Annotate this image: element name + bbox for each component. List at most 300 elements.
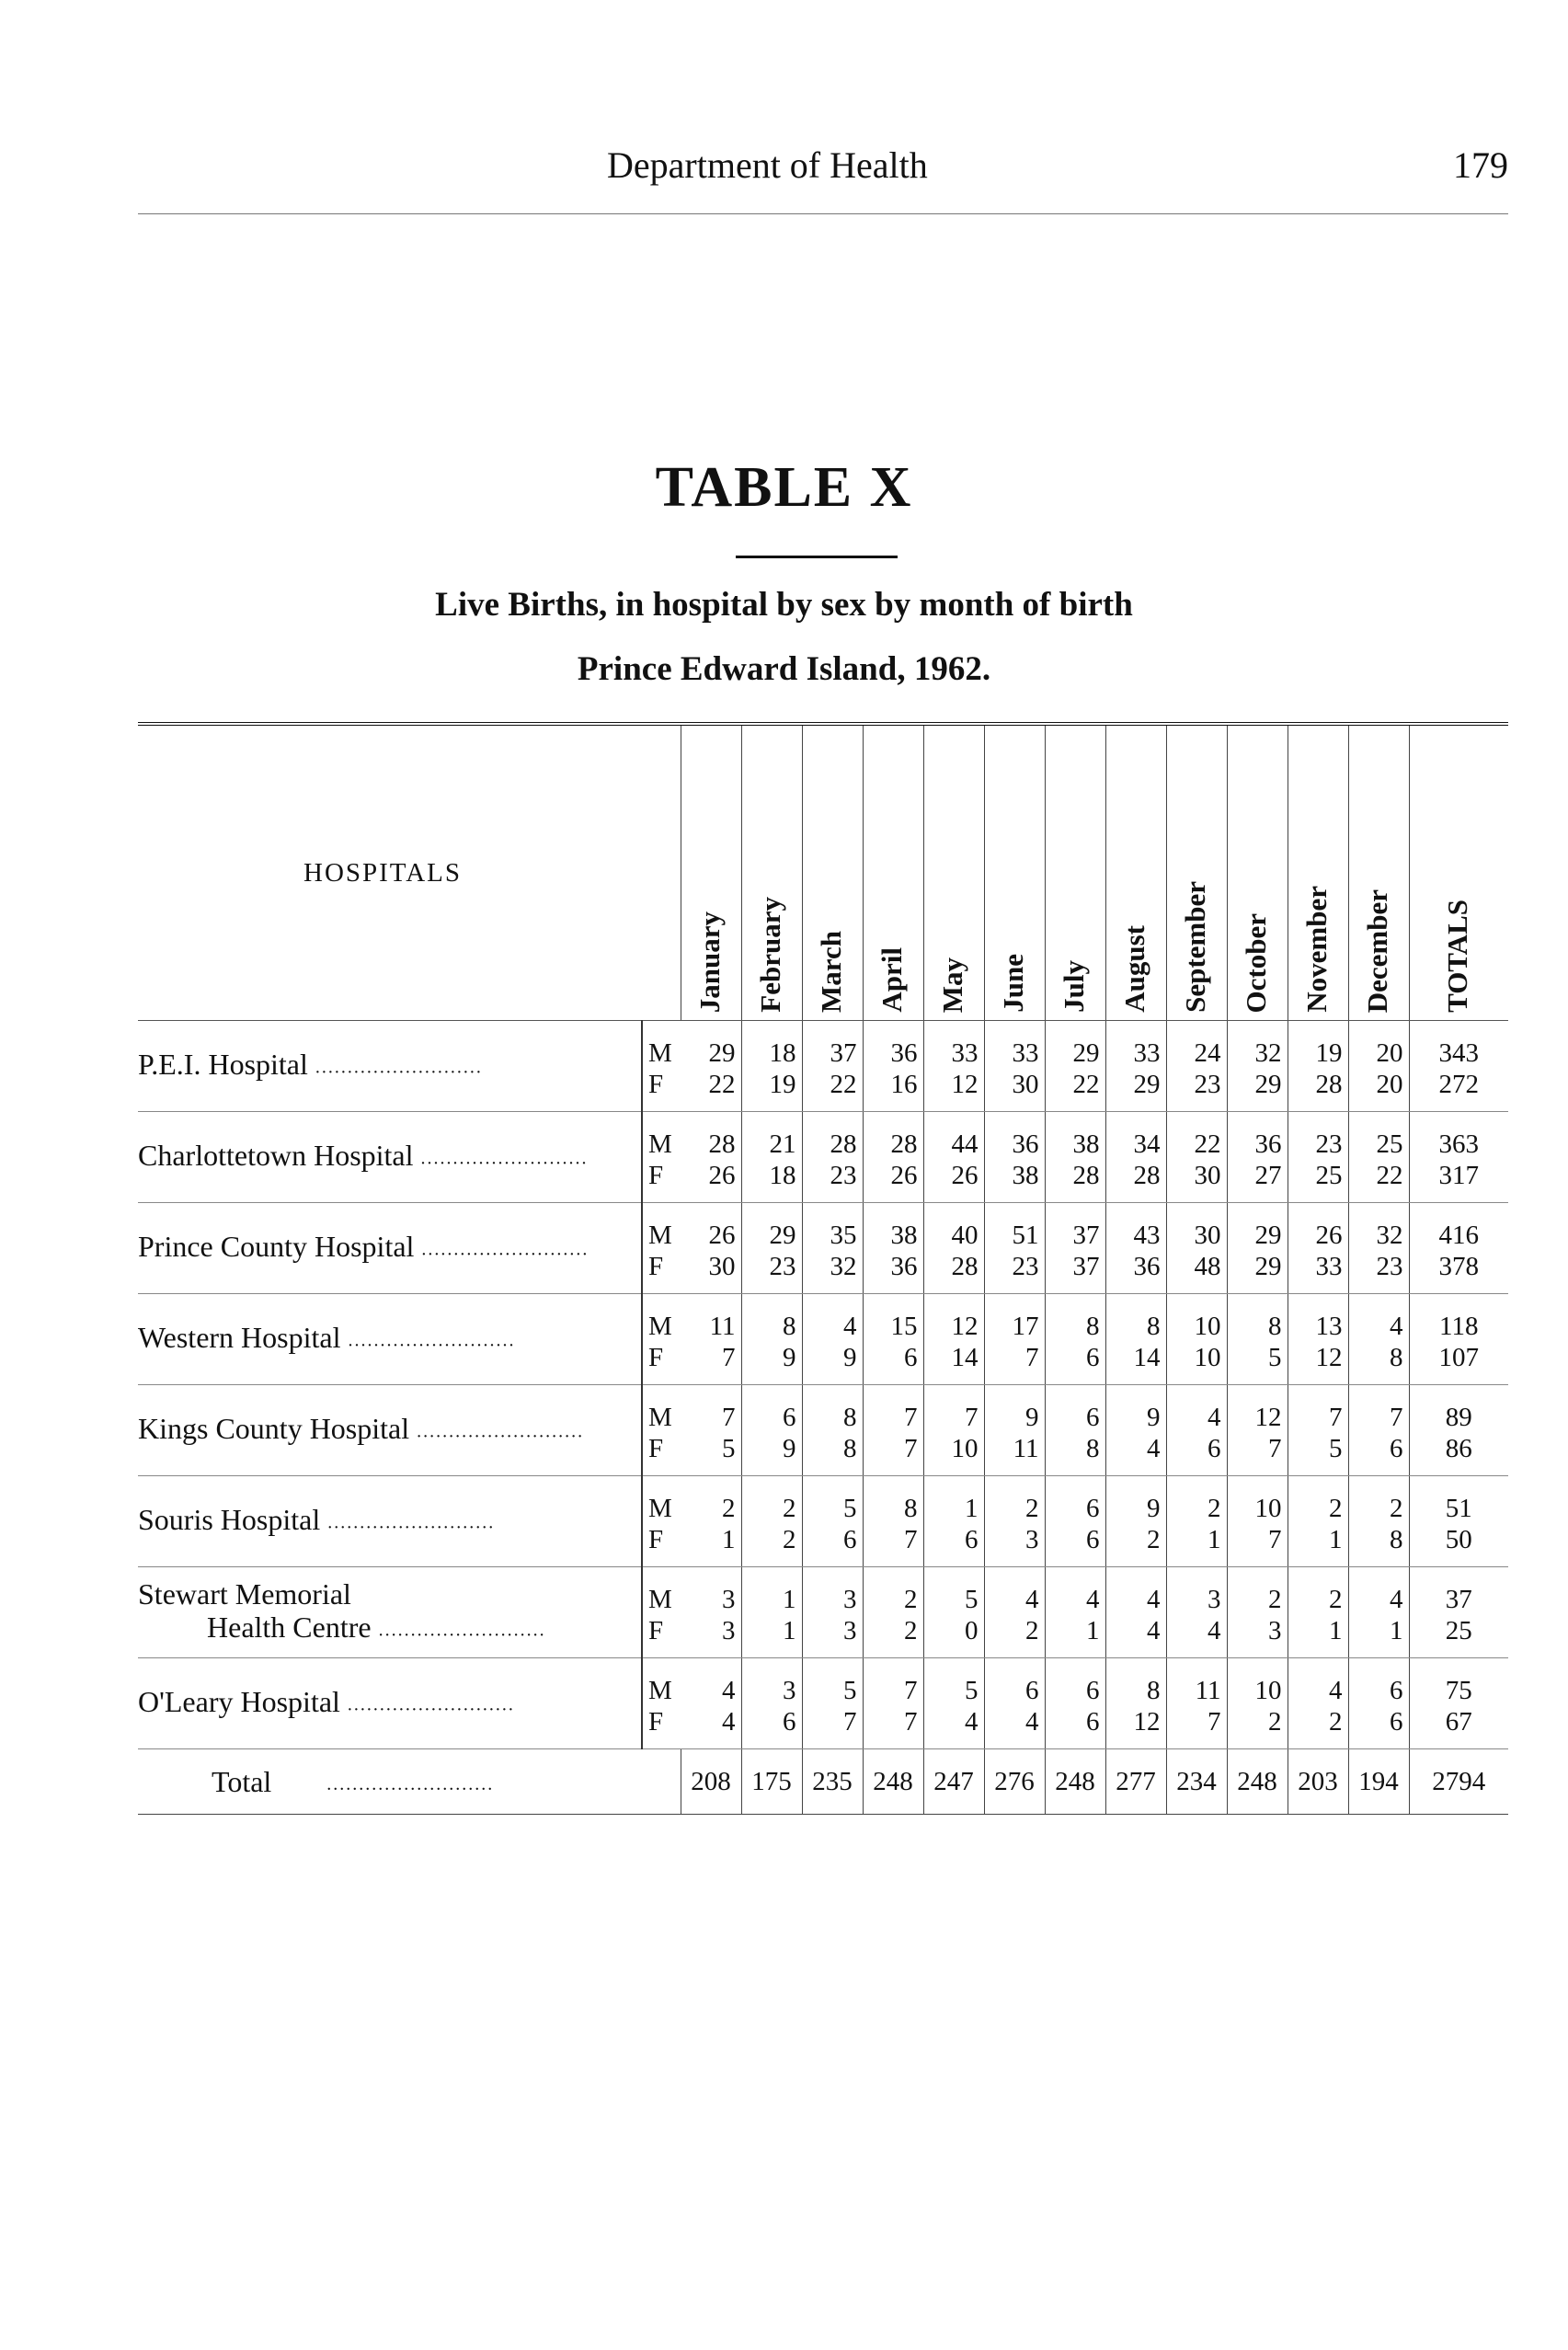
month-value-cell: 28 bbox=[681, 1112, 741, 1161]
month-value-cell: 6 bbox=[923, 1524, 984, 1567]
month-value-cell: 8 bbox=[741, 1294, 802, 1343]
month-value-cell: 7 bbox=[863, 1706, 923, 1749]
month-value-cell: 4 bbox=[1348, 1567, 1409, 1616]
header-rule bbox=[138, 213, 1508, 214]
month-value-cell: 6 bbox=[1045, 1476, 1105, 1525]
month-value-cell: 11 bbox=[681, 1294, 741, 1343]
month-value-cell: 36 bbox=[863, 1251, 923, 1294]
month-value-cell: 2 bbox=[741, 1476, 802, 1525]
sex-label-male: M bbox=[642, 1385, 681, 1434]
month-total-cell: 203 bbox=[1288, 1749, 1348, 1815]
dot-leader: .......................... bbox=[421, 1239, 589, 1260]
month-total-cell: 208 bbox=[681, 1749, 741, 1815]
month-value-cell: 4 bbox=[802, 1294, 863, 1343]
month-value-cell: 23 bbox=[1348, 1251, 1409, 1294]
month-value-cell: 10 bbox=[1227, 1658, 1288, 1707]
month-value-cell: 9 bbox=[741, 1433, 802, 1476]
month-value-cell: 23 bbox=[984, 1251, 1045, 1294]
month-value-cell: 2 bbox=[984, 1476, 1045, 1525]
month-total-cell: 175 bbox=[741, 1749, 802, 1815]
month-value-cell: 8 bbox=[863, 1476, 923, 1525]
total-label: Total bbox=[212, 1764, 272, 1798]
month-value-cell: 6 bbox=[1348, 1433, 1409, 1476]
row-total-cell: 118 bbox=[1439, 1312, 1479, 1341]
month-value-cell: 9 bbox=[741, 1342, 802, 1385]
month-value-cell: 38 bbox=[1045, 1112, 1105, 1161]
month-value-cell: 8 bbox=[1348, 1524, 1409, 1567]
month-header-august bbox=[1105, 724, 1166, 1021]
dot-leader: .......................... bbox=[347, 1694, 515, 1715]
month-value-cell: 32 bbox=[1227, 1021, 1288, 1070]
hospital-name bbox=[138, 1476, 642, 1567]
month-value-cell: 6 bbox=[1045, 1342, 1105, 1385]
row-total-cell: 86 bbox=[1409, 1433, 1508, 1476]
month-value-cell: 28 bbox=[1288, 1069, 1348, 1112]
month-value-cell: 48 bbox=[1166, 1251, 1227, 1294]
month-value-cell: 6 bbox=[1166, 1433, 1227, 1476]
month-value-cell: 8 bbox=[1045, 1433, 1105, 1476]
table-row bbox=[138, 1385, 1508, 1434]
running-head bbox=[138, 138, 1508, 202]
month-value-cell: 1 bbox=[1288, 1615, 1348, 1658]
month-value-cell: 23 bbox=[741, 1251, 802, 1294]
month-value-cell: 21 bbox=[741, 1112, 802, 1161]
month-value-cell: 26 bbox=[863, 1160, 923, 1203]
month-value-cell: 2 bbox=[1288, 1706, 1348, 1749]
sex-label-male: M bbox=[642, 1021, 681, 1070]
month-value-cell: 18 bbox=[741, 1160, 802, 1203]
sex-label-male: M bbox=[642, 1476, 681, 1525]
month-value-cell: 14 bbox=[1105, 1342, 1166, 1385]
month-value-cell: 26 bbox=[923, 1160, 984, 1203]
month-value-cell: 22 bbox=[681, 1069, 741, 1112]
month-value-cell: 4 bbox=[984, 1567, 1045, 1616]
month-value-cell: 2 bbox=[1227, 1567, 1288, 1616]
month-value-cell: 36 bbox=[984, 1112, 1045, 1161]
month-value-cell: 19 bbox=[1288, 1021, 1348, 1070]
row-total-cell: 416 bbox=[1438, 1221, 1479, 1250]
month-value-cell: 22 bbox=[1045, 1069, 1105, 1112]
month-value-cell: 5 bbox=[802, 1476, 863, 1525]
month-value-cell: 10 bbox=[1227, 1476, 1288, 1525]
month-value-cell: 9 bbox=[802, 1342, 863, 1385]
hospitals-column-header: HOSPITALS bbox=[138, 724, 642, 1021]
totals-column-header bbox=[1409, 724, 1508, 1021]
month-value-cell: 12 bbox=[1105, 1706, 1166, 1749]
row-total-cell: 343 bbox=[1438, 1038, 1479, 1068]
month-value-cell: 1 bbox=[1166, 1524, 1227, 1567]
row-total-cell: 317 bbox=[1409, 1160, 1508, 1203]
month-value-cell: 7 bbox=[1227, 1524, 1288, 1567]
month-value-cell: 38 bbox=[863, 1203, 923, 1252]
month-value-cell: 28 bbox=[863, 1112, 923, 1161]
month-value-cell: 4 bbox=[1166, 1615, 1227, 1658]
dot-leader: .......................... bbox=[417, 1421, 585, 1442]
month-value-cell: 4 bbox=[681, 1658, 741, 1707]
month-value-cell: 29 bbox=[741, 1203, 802, 1252]
month-value-cell: 0 bbox=[923, 1615, 984, 1658]
live-births-table bbox=[138, 722, 1508, 1815]
row-total-cell: 75 bbox=[1445, 1676, 1472, 1705]
month-total-cell: 234 bbox=[1166, 1749, 1227, 1815]
month-value-cell: 1 bbox=[1348, 1615, 1409, 1658]
month-value-cell: 2 bbox=[1166, 1476, 1227, 1525]
month-value-cell: 9 bbox=[1105, 1476, 1166, 1525]
sex-label-male: M bbox=[642, 1112, 681, 1161]
month-value-cell: 1 bbox=[681, 1524, 741, 1567]
month-value-cell: 7 bbox=[863, 1658, 923, 1707]
month-total-cell: 247 bbox=[923, 1749, 984, 1815]
month-value-cell: 9 bbox=[1105, 1385, 1166, 1434]
row-total-cell: 107 bbox=[1409, 1342, 1508, 1385]
month-value-cell: 5 bbox=[1288, 1433, 1348, 1476]
hospital-name-line: P.E.I. Hospital bbox=[138, 1048, 308, 1082]
month-value-cell: 33 bbox=[923, 1021, 984, 1070]
month-value-cell: 2 bbox=[863, 1615, 923, 1658]
month-value-cell: 6 bbox=[863, 1342, 923, 1385]
hospital-name bbox=[138, 1112, 642, 1203]
month-header-september bbox=[1166, 724, 1227, 1021]
row-total-cell: 378 bbox=[1409, 1251, 1508, 1294]
sex-label-male: M bbox=[642, 1294, 681, 1343]
month-value-cell: 33 bbox=[984, 1021, 1045, 1070]
month-value-cell: 16 bbox=[863, 1069, 923, 1112]
dot-leader: .......................... bbox=[420, 1148, 589, 1169]
month-value-cell: 34 bbox=[1105, 1112, 1166, 1161]
grand-total-cell: 2794 bbox=[1409, 1749, 1508, 1815]
hospital-name bbox=[138, 1658, 642, 1749]
table-row bbox=[138, 1203, 1508, 1252]
row-total-cell: 25 bbox=[1409, 1615, 1508, 1658]
month-value-cell: 2 bbox=[1348, 1476, 1409, 1525]
month-total-cell: 276 bbox=[984, 1749, 1045, 1815]
sex-label-female: F bbox=[642, 1160, 681, 1203]
month-value-cell: 44 bbox=[923, 1112, 984, 1161]
month-value-cell: 5 bbox=[802, 1658, 863, 1707]
month-value-cell: 12 bbox=[923, 1294, 984, 1343]
month-header-march bbox=[802, 724, 863, 1021]
column-label: October bbox=[1240, 912, 1272, 1013]
month-value-cell: 2 bbox=[1288, 1567, 1348, 1616]
month-value-cell: 3 bbox=[681, 1567, 741, 1616]
month-value-cell: 3 bbox=[1227, 1615, 1288, 1658]
month-value-cell: 7 bbox=[923, 1385, 984, 1434]
month-value-cell: 8 bbox=[1105, 1658, 1166, 1707]
column-label: September bbox=[1179, 881, 1211, 1013]
month-value-cell: 6 bbox=[1348, 1658, 1409, 1707]
month-value-cell: 36 bbox=[1105, 1251, 1166, 1294]
row-total-cell: 37 bbox=[1445, 1585, 1472, 1614]
sex-label-female: F bbox=[642, 1069, 681, 1112]
month-value-cell: 20 bbox=[1348, 1069, 1409, 1112]
month-value-cell: 28 bbox=[1045, 1160, 1105, 1203]
month-value-cell: 2 bbox=[681, 1476, 741, 1525]
month-value-cell: 2 bbox=[1227, 1706, 1288, 1749]
month-value-cell: 9 bbox=[984, 1385, 1045, 1434]
month-value-cell: 29 bbox=[1227, 1069, 1288, 1112]
month-value-cell: 32 bbox=[802, 1251, 863, 1294]
sex-label-female: F bbox=[642, 1524, 681, 1567]
month-value-cell: 29 bbox=[1045, 1021, 1105, 1070]
sex-label-female: F bbox=[642, 1433, 681, 1476]
month-value-cell: 3 bbox=[984, 1524, 1045, 1567]
sex-label-female: F bbox=[642, 1706, 681, 1749]
month-value-cell: 28 bbox=[802, 1112, 863, 1161]
month-value-cell: 6 bbox=[1045, 1706, 1105, 1749]
month-header-december bbox=[1348, 724, 1409, 1021]
hospital-name-line: Stewart Memorial bbox=[138, 1577, 351, 1611]
total-row bbox=[138, 1749, 1508, 1815]
header-row bbox=[138, 724, 1508, 1021]
month-value-cell: 38 bbox=[984, 1160, 1045, 1203]
month-value-cell: 1 bbox=[1045, 1615, 1105, 1658]
month-value-cell: 1 bbox=[923, 1476, 984, 1525]
column-label: TOTALS bbox=[1441, 900, 1474, 1013]
sex-label-male: M bbox=[642, 1658, 681, 1707]
month-value-cell: 7 bbox=[863, 1524, 923, 1567]
hospital-name-line: Western Hospital bbox=[138, 1321, 341, 1355]
month-value-cell: 10 bbox=[923, 1433, 984, 1476]
title-rule bbox=[736, 556, 898, 558]
row-total-cell: 50 bbox=[1409, 1524, 1508, 1567]
month-value-cell: 12 bbox=[1288, 1342, 1348, 1385]
sex-column-header bbox=[642, 724, 681, 1021]
month-value-cell: 8 bbox=[802, 1385, 863, 1434]
month-value-cell: 36 bbox=[1227, 1112, 1288, 1161]
month-value-cell: 6 bbox=[802, 1524, 863, 1567]
month-value-cell: 30 bbox=[1166, 1160, 1227, 1203]
month-value-cell: 6 bbox=[1045, 1524, 1105, 1567]
month-value-cell: 7 bbox=[863, 1385, 923, 1434]
column-label: May bbox=[936, 957, 968, 1013]
month-value-cell: 4 bbox=[1288, 1658, 1348, 1707]
month-value-cell: 1 bbox=[1288, 1524, 1348, 1567]
month-value-cell: 43 bbox=[1105, 1203, 1166, 1252]
column-label: January bbox=[693, 911, 726, 1013]
month-value-cell: 6 bbox=[1045, 1385, 1105, 1434]
month-value-cell: 4 bbox=[984, 1706, 1045, 1749]
month-value-cell: 6 bbox=[1045, 1658, 1105, 1707]
dot-leader: .......................... bbox=[378, 1620, 546, 1641]
row-total-cell: 89 bbox=[1445, 1403, 1472, 1432]
month-header-november bbox=[1288, 724, 1348, 1021]
month-value-cell: 10 bbox=[1166, 1294, 1227, 1343]
month-value-cell: 29 bbox=[1227, 1203, 1288, 1252]
month-value-cell: 37 bbox=[1045, 1203, 1105, 1252]
table-row bbox=[138, 1112, 1508, 1161]
table-subtitle: Live Births, in hospital by sex by month of birth bbox=[435, 586, 1133, 624]
month-value-cell: 24 bbox=[1166, 1021, 1227, 1070]
month-value-cell: 1 bbox=[741, 1567, 802, 1616]
month-value-cell: 4 bbox=[1105, 1433, 1166, 1476]
month-value-cell: 13 bbox=[1288, 1294, 1348, 1343]
month-value-cell: 7 bbox=[1288, 1385, 1348, 1434]
month-header-june bbox=[984, 724, 1045, 1021]
month-value-cell: 32 bbox=[1348, 1203, 1409, 1252]
month-value-cell: 8 bbox=[1045, 1294, 1105, 1343]
month-value-cell: 4 bbox=[1348, 1294, 1409, 1343]
month-value-cell: 7 bbox=[984, 1342, 1045, 1385]
month-value-cell: 7 bbox=[863, 1433, 923, 1476]
month-value-cell: 3 bbox=[741, 1658, 802, 1707]
row-total-cell: 272 bbox=[1409, 1069, 1508, 1112]
column-label: April bbox=[876, 947, 908, 1013]
table-subtitle-place-year: Prince Edward Island, 1962. bbox=[577, 650, 991, 688]
month-value-cell: 30 bbox=[681, 1251, 741, 1294]
sex-label-male: M bbox=[642, 1567, 681, 1616]
table-title: TABLE X bbox=[655, 456, 913, 519]
month-value-cell: 23 bbox=[1288, 1112, 1348, 1161]
month-value-cell: 36 bbox=[863, 1021, 923, 1070]
month-value-cell: 11 bbox=[984, 1433, 1045, 1476]
month-value-cell: 25 bbox=[1348, 1112, 1409, 1161]
column-label: June bbox=[997, 954, 1029, 1013]
hospital-name-line: Prince County Hospital bbox=[138, 1230, 415, 1264]
hospital-name-line: O'Leary Hospital bbox=[138, 1685, 340, 1719]
month-value-cell: 8 bbox=[1348, 1342, 1409, 1385]
month-value-cell: 8 bbox=[1227, 1294, 1288, 1343]
month-value-cell: 3 bbox=[681, 1615, 741, 1658]
department-name: Department of Health bbox=[607, 144, 928, 186]
month-value-cell: 7 bbox=[1348, 1385, 1409, 1434]
month-value-cell: 33 bbox=[1105, 1021, 1166, 1070]
month-value-cell: 30 bbox=[1166, 1203, 1227, 1252]
dot-leader: .......................... bbox=[327, 1512, 496, 1533]
hospital-name bbox=[138, 1567, 642, 1658]
month-value-cell: 5 bbox=[923, 1658, 984, 1707]
month-value-cell: 3 bbox=[802, 1615, 863, 1658]
month-value-cell: 33 bbox=[1288, 1251, 1348, 1294]
month-value-cell: 6 bbox=[1348, 1706, 1409, 1749]
month-value-cell: 10 bbox=[1166, 1342, 1227, 1385]
month-value-cell: 14 bbox=[923, 1342, 984, 1385]
month-value-cell: 7 bbox=[802, 1706, 863, 1749]
month-value-cell: 5 bbox=[1227, 1342, 1288, 1385]
month-header-july bbox=[1045, 724, 1105, 1021]
hospital-name-line: Charlottetown Hospital bbox=[138, 1139, 414, 1173]
month-value-cell: 4 bbox=[681, 1706, 741, 1749]
month-value-cell: 12 bbox=[923, 1069, 984, 1112]
month-value-cell: 2 bbox=[741, 1524, 802, 1567]
month-value-cell: 6 bbox=[741, 1706, 802, 1749]
month-value-cell: 4 bbox=[1045, 1567, 1105, 1616]
table-body bbox=[138, 1021, 1508, 1815]
table-row bbox=[138, 1567, 1508, 1616]
month-value-cell: 26 bbox=[681, 1203, 741, 1252]
month-value-cell: 8 bbox=[802, 1433, 863, 1476]
month-value-cell: 22 bbox=[802, 1069, 863, 1112]
month-value-cell: 7 bbox=[681, 1342, 741, 1385]
month-value-cell: 37 bbox=[802, 1021, 863, 1070]
month-value-cell: 17 bbox=[984, 1294, 1045, 1343]
month-value-cell: 2 bbox=[984, 1615, 1045, 1658]
column-label: August bbox=[1118, 925, 1150, 1013]
month-value-cell: 37 bbox=[1045, 1251, 1105, 1294]
table-row bbox=[138, 1294, 1508, 1343]
sex-label-female: F bbox=[642, 1615, 681, 1658]
column-label: March bbox=[815, 931, 847, 1013]
month-header-february bbox=[741, 724, 802, 1021]
month-value-cell: 35 bbox=[802, 1203, 863, 1252]
month-value-cell: 23 bbox=[1166, 1069, 1227, 1112]
month-value-cell: 30 bbox=[984, 1069, 1045, 1112]
month-value-cell: 5 bbox=[923, 1567, 984, 1616]
month-value-cell: 4 bbox=[1105, 1567, 1166, 1616]
month-value-cell: 23 bbox=[802, 1160, 863, 1203]
month-total-cell: 277 bbox=[1105, 1749, 1166, 1815]
table-row bbox=[138, 1658, 1508, 1707]
month-value-cell: 2 bbox=[1105, 1524, 1166, 1567]
month-value-cell: 29 bbox=[1227, 1251, 1288, 1294]
column-label: July bbox=[1058, 960, 1090, 1013]
hospital-name bbox=[138, 1385, 642, 1476]
row-total-cell: 363 bbox=[1438, 1129, 1479, 1159]
month-value-cell: 29 bbox=[1105, 1069, 1166, 1112]
month-value-cell: 7 bbox=[1227, 1433, 1288, 1476]
month-header-october bbox=[1227, 724, 1288, 1021]
month-value-cell: 11 bbox=[1166, 1658, 1227, 1707]
month-value-cell: 5 bbox=[681, 1433, 741, 1476]
month-value-cell: 19 bbox=[741, 1069, 802, 1112]
month-value-cell: 7 bbox=[1166, 1706, 1227, 1749]
column-label: November bbox=[1300, 886, 1333, 1013]
month-value-cell: 6 bbox=[741, 1385, 802, 1434]
month-value-cell: 26 bbox=[1288, 1203, 1348, 1252]
hospital-name-line: Kings County Hospital bbox=[138, 1412, 410, 1446]
month-value-cell: 40 bbox=[923, 1203, 984, 1252]
month-header-january bbox=[681, 724, 741, 1021]
page-number: 179 bbox=[1453, 144, 1508, 186]
month-value-cell: 4 bbox=[1105, 1615, 1166, 1658]
month-value-cell: 28 bbox=[923, 1251, 984, 1294]
sex-label-female: F bbox=[642, 1342, 681, 1385]
month-total-cell: 248 bbox=[1045, 1749, 1105, 1815]
month-value-cell: 18 bbox=[741, 1021, 802, 1070]
month-total-cell: 248 bbox=[863, 1749, 923, 1815]
table-row bbox=[138, 1476, 1508, 1525]
month-value-cell: 20 bbox=[1348, 1021, 1409, 1070]
month-total-cell: 194 bbox=[1348, 1749, 1409, 1815]
hospital-name-line: Souris Hospital bbox=[138, 1503, 321, 1537]
month-value-cell: 4 bbox=[1166, 1385, 1227, 1434]
hospital-name-line: Health Centre bbox=[207, 1611, 372, 1645]
month-value-cell: 15 bbox=[863, 1294, 923, 1343]
month-value-cell: 4 bbox=[923, 1706, 984, 1749]
hospital-name bbox=[138, 1021, 642, 1112]
column-label: February bbox=[754, 897, 786, 1013]
month-value-cell: 22 bbox=[1166, 1112, 1227, 1161]
sex-label-female: F bbox=[642, 1251, 681, 1294]
sex-label-male: M bbox=[642, 1203, 681, 1252]
month-value-cell: 3 bbox=[802, 1567, 863, 1616]
month-value-cell: 25 bbox=[1288, 1160, 1348, 1203]
month-total-cell: 248 bbox=[1227, 1749, 1288, 1815]
month-value-cell: 3 bbox=[1166, 1567, 1227, 1616]
row-total-cell: 67 bbox=[1409, 1706, 1508, 1749]
dot-leader: .......................... bbox=[326, 1773, 495, 1794]
total-label-cell bbox=[138, 1749, 681, 1815]
column-label: December bbox=[1361, 888, 1393, 1013]
month-value-cell: 22 bbox=[1348, 1160, 1409, 1203]
month-value-cell: 27 bbox=[1227, 1160, 1288, 1203]
dot-leader: .......................... bbox=[348, 1330, 516, 1351]
dot-leader: .......................... bbox=[315, 1057, 483, 1078]
month-value-cell: 12 bbox=[1227, 1385, 1288, 1434]
month-header-may bbox=[923, 724, 984, 1021]
month-value-cell: 6 bbox=[984, 1658, 1045, 1707]
month-value-cell: 29 bbox=[681, 1021, 741, 1070]
month-value-cell: 8 bbox=[1105, 1294, 1166, 1343]
